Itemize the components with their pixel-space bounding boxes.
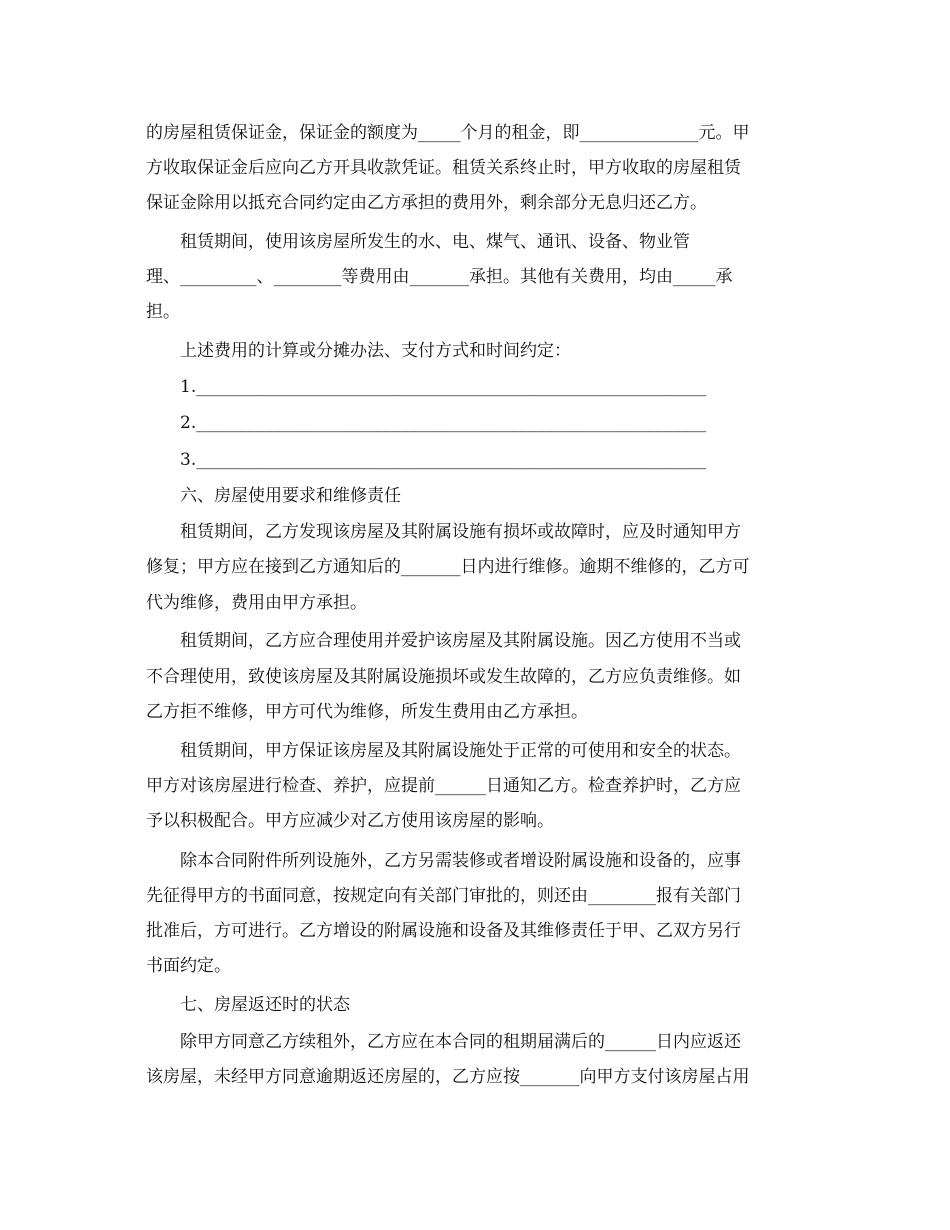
line-15: 租赁期间，乙方应合理使用并爱护该房屋及其附属设施。因乙方使用不当或 [180, 631, 741, 651]
line-26: 除甲方同意乙方续租外，乙方应在本合同的租期届满后的______日内应返还 [180, 1032, 741, 1052]
line-8: 1.____________________________________________________________ [180, 377, 707, 397]
line-12: 租赁期间，乙方发现该房屋及其附属设施有损坏或故障时，应及时通知甲方 [180, 522, 741, 542]
line-21: 除本合同附件所列设施外，乙方另需装修或者增设附属设施和设备的，应事 [180, 851, 741, 871]
line-2: 方收取保证金后应向乙方开具收款凭证。租赁关系终止时，甲方收取的房屋租赁 [146, 158, 741, 178]
line-27: 该房屋，未经甲方同意逾期返还房屋的，乙方应按_______向甲方支付该房屋占用 [146, 1067, 750, 1087]
line-20: 予以积极配合。甲方应减少对乙方使用该房屋的影响。 [146, 811, 554, 831]
line-3: 保证金除用以抵充合同约定由乙方承担的费用外，剩余部分无息归还乙方。 [146, 193, 707, 213]
line-7: 上述费用的计算或分摊办法、支付方式和时间约定： [180, 341, 571, 361]
line-1: 的房屋租赁保证金，保证金的额度为_____个月的租金，即______________元。甲 [146, 123, 750, 143]
line-10: 3.____________________________________________________________ [180, 450, 707, 470]
section-heading-six: 六、房屋使用要求和维修责任 [180, 486, 401, 506]
line-23: 批准后，方可进行。乙方增设的附属设施和设备及其维修责任于甲、乙双方另行 [146, 921, 741, 941]
line-13: 修复；甲方应在接到乙方通知后的_______日内进行维修。逾期不维修的，乙方可 [146, 557, 750, 577]
line-4: 租赁期间，使用该房屋所发生的水、电、煤气、通讯、设备、物业管 [180, 232, 690, 252]
line-14: 代为维修，费用由甲方承担。 [146, 593, 367, 613]
line-19: 甲方对该房屋进行检查、养护，应提前______日通知乙方。检查养护时，乙方应 [146, 776, 741, 796]
line-6: 担。 [146, 302, 180, 322]
line-22: 先征得甲方的书面同意，按规定向有关部门审批的，则还由________报有关部门 [146, 886, 741, 906]
line-5: 理、_________、________等费用由_______承担。其他有关费用，均由_____承 [146, 267, 733, 287]
line-17: 乙方拒不维修，甲方可代为维修，所发生费用由乙方承担。 [146, 702, 588, 722]
line-24: 书面约定。 [146, 956, 231, 976]
section-heading-seven: 七、房屋返还时的状态 [180, 995, 350, 1015]
line-9: 2.____________________________________________________________ [180, 413, 707, 433]
line-16: 不合理使用，致使该房屋及其附属设施损坏或发生故障的，乙方应负责维修。如 [146, 667, 741, 687]
line-18: 租赁期间，甲方保证该房屋及其附属设施处于正常的可使用和安全的状态。 [180, 741, 741, 761]
